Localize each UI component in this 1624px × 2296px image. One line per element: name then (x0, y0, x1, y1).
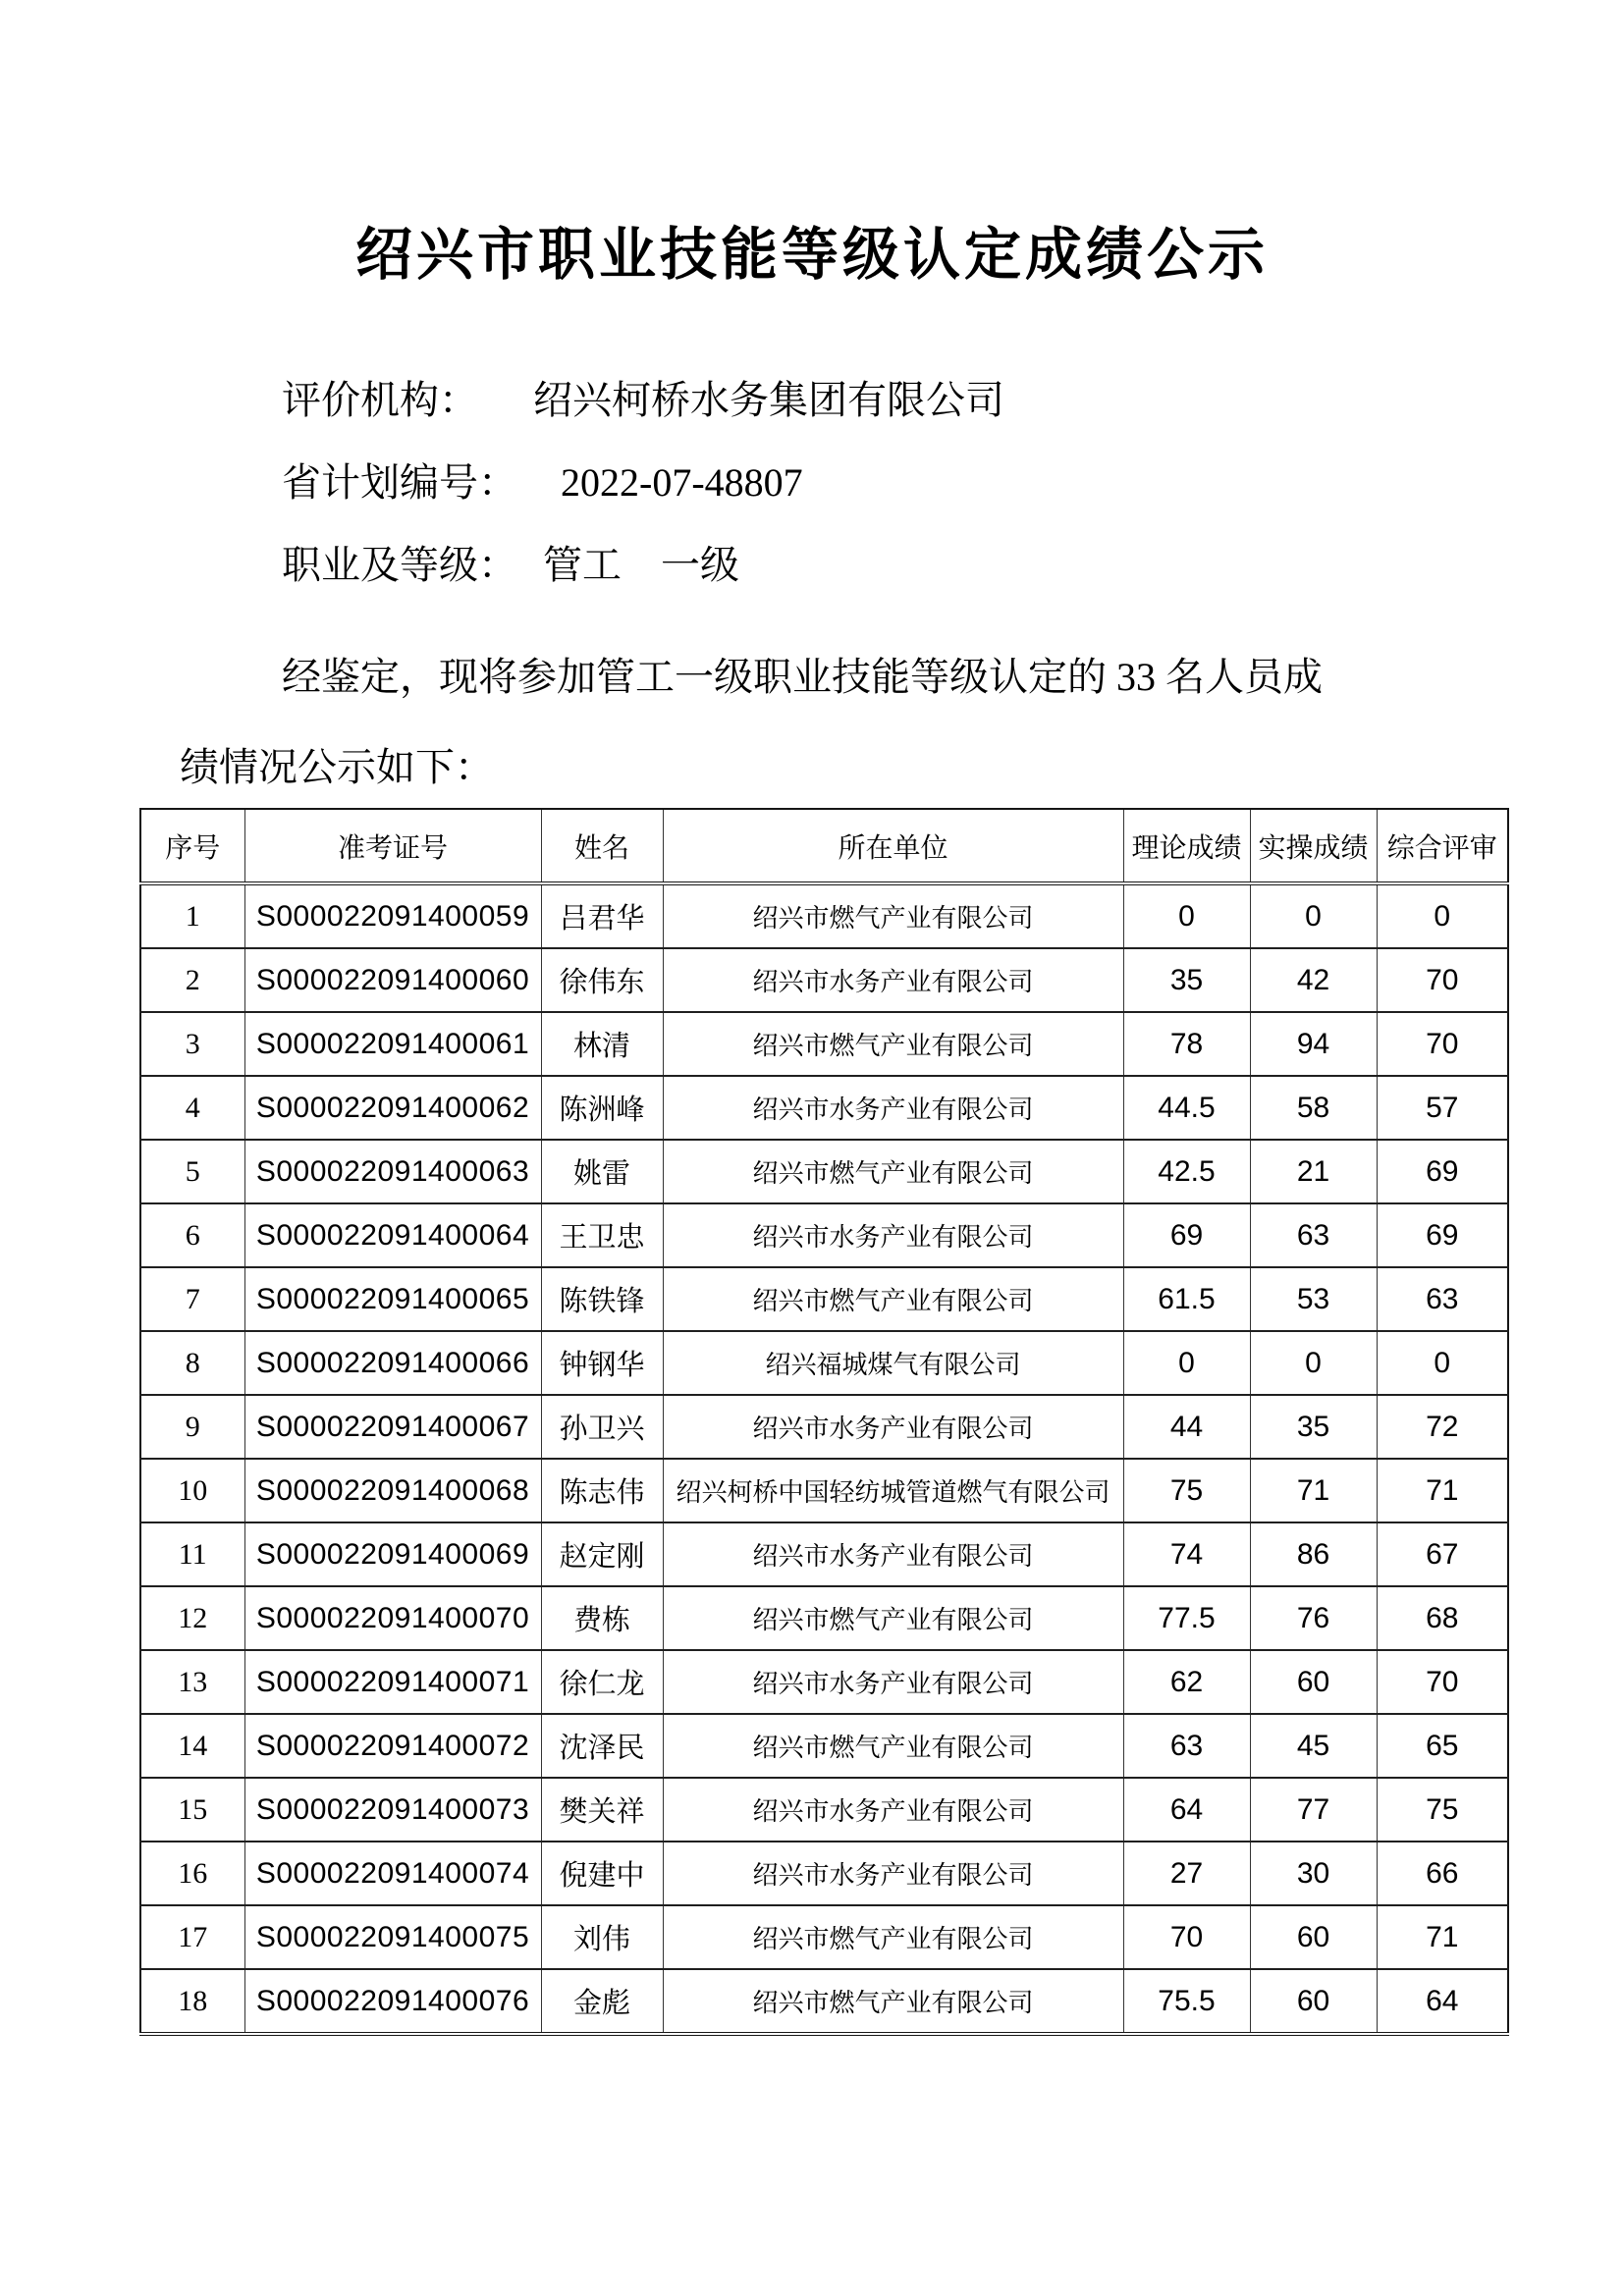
cell-review-score: 72 (1377, 1395, 1508, 1459)
cell-name: 徐伟东 (541, 948, 663, 1012)
cell-theory-score: 64 (1123, 1778, 1250, 1842)
cell-name: 倪建中 (541, 1842, 663, 1905)
cell-org: 绍兴市燃气产业有限公司 (663, 1905, 1123, 1969)
cell-name: 徐仁龙 (541, 1650, 663, 1714)
cell-exam-id: S000022091400070 (244, 1586, 541, 1650)
cell-review-score: 67 (1377, 1522, 1508, 1586)
cell-review-score: 75 (1377, 1778, 1508, 1842)
cell-org: 绍兴市燃气产业有限公司 (663, 1012, 1123, 1076)
cell-seq: 14 (140, 1714, 244, 1778)
cell-review-score: 69 (1377, 1203, 1508, 1267)
cell-name: 吕君华 (541, 883, 663, 948)
cell-review-score: 65 (1377, 1714, 1508, 1778)
cell-seq: 1 (140, 883, 244, 948)
cell-practice-score: 30 (1250, 1842, 1377, 1905)
cell-practice-score: 53 (1250, 1267, 1377, 1331)
cell-org: 绍兴市燃气产业有限公司 (663, 1267, 1123, 1331)
table-row (140, 1714, 1508, 1778)
cell-practice-score: 86 (1250, 1522, 1377, 1586)
cell-name: 金彪 (541, 1969, 663, 2034)
table-row (140, 1586, 1508, 1650)
cell-review-score: 0 (1377, 883, 1508, 948)
cell-exam-id: S000022091400062 (244, 1076, 541, 1140)
cell-review-score: 71 (1377, 1459, 1508, 1522)
cell-review-score: 70 (1377, 1012, 1508, 1076)
cell-org: 绍兴柯桥中国轻纺城管道燃气有限公司 (663, 1459, 1123, 1522)
cell-review-score: 70 (1377, 1650, 1508, 1714)
table-row (140, 1459, 1508, 1522)
cell-seq: 13 (140, 1650, 244, 1714)
cell-exam-id: S000022091400075 (244, 1905, 541, 1969)
table-row (140, 1842, 1508, 1905)
table-row (140, 1076, 1508, 1140)
page-title: 绍兴市职业技能等级认定成绩公示 (354, 223, 1269, 287)
col-header-org: 所在单位 (663, 809, 1123, 883)
cell-theory-score: 63 (1123, 1714, 1250, 1778)
cell-seq: 18 (140, 1969, 244, 2034)
cell-practice-score: 60 (1250, 1650, 1377, 1714)
cell-theory-score: 0 (1123, 883, 1250, 948)
cell-review-score: 63 (1377, 1267, 1508, 1331)
cell-review-score: 66 (1377, 1842, 1508, 1905)
cell-practice-score: 42 (1250, 948, 1377, 1012)
cell-seq: 9 (140, 1395, 244, 1459)
cell-seq: 3 (140, 1012, 244, 1076)
cell-seq: 17 (140, 1905, 244, 1969)
cell-practice-score: 71 (1250, 1459, 1377, 1522)
cell-practice-score: 35 (1250, 1395, 1377, 1459)
cell-org: 绍兴市水务产业有限公司 (663, 1842, 1123, 1905)
cell-seq: 2 (140, 948, 244, 1012)
cell-seq: 8 (140, 1331, 244, 1395)
cell-org: 绍兴市水务产业有限公司 (663, 1778, 1123, 1842)
table-row (140, 1203, 1508, 1267)
cell-practice-score: 60 (1250, 1905, 1377, 1969)
results-table-body (140, 883, 1508, 2034)
cell-theory-score: 78 (1123, 1012, 1250, 1076)
meta-line-agency (282, 359, 1004, 442)
cell-review-score: 70 (1377, 948, 1508, 1012)
results-table (139, 808, 1509, 2036)
cell-review-score: 68 (1377, 1586, 1508, 1650)
cell-review-score: 57 (1377, 1076, 1508, 1140)
cell-theory-score: 42.5 (1123, 1140, 1250, 1203)
cell-practice-score: 58 (1250, 1076, 1377, 1140)
plan-number-label: 省计划编号： (282, 460, 517, 505)
cell-exam-id: S000022091400061 (244, 1012, 541, 1076)
intro-line-1: 经鉴定，现将参加管工一级职业技能等级认定的 33 名人员成 (282, 655, 1323, 699)
cell-exam-id: S000022091400073 (244, 1778, 541, 1842)
cell-name: 林清 (541, 1012, 663, 1076)
cell-name: 陈洲峰 (541, 1076, 663, 1140)
cell-org: 绍兴福城煤气有限公司 (663, 1331, 1123, 1395)
cell-practice-score: 0 (1250, 883, 1377, 948)
table-row (140, 883, 1508, 948)
cell-name: 樊关祥 (541, 1778, 663, 1842)
cell-org: 绍兴市燃气产业有限公司 (663, 883, 1123, 948)
cell-exam-id: S000022091400060 (244, 948, 541, 1012)
cell-theory-score: 74 (1123, 1522, 1250, 1586)
table-row (140, 1905, 1508, 1969)
cell-org: 绍兴市水务产业有限公司 (663, 1395, 1123, 1459)
table-row (140, 1395, 1508, 1459)
col-header-name: 姓名 (541, 809, 663, 883)
cell-exam-id: S000022091400074 (244, 1842, 541, 1905)
cell-exam-id: S000022091400069 (244, 1522, 541, 1586)
cell-org: 绍兴市燃气产业有限公司 (663, 1586, 1123, 1650)
cell-practice-score: 63 (1250, 1203, 1377, 1267)
cell-org: 绍兴市燃气产业有限公司 (663, 1140, 1123, 1203)
cell-org: 绍兴市水务产业有限公司 (663, 1076, 1123, 1140)
meta-line-plan-number (282, 442, 1004, 524)
cell-theory-score: 61.5 (1123, 1267, 1250, 1331)
cell-practice-score: 0 (1250, 1331, 1377, 1395)
cell-name: 沈泽民 (541, 1714, 663, 1778)
table-row (140, 1650, 1508, 1714)
cell-seq: 5 (140, 1140, 244, 1203)
cell-name: 王卫忠 (541, 1203, 663, 1267)
cell-name: 赵定刚 (541, 1522, 663, 1586)
cell-practice-score: 77 (1250, 1778, 1377, 1842)
cell-exam-id: S000022091400076 (244, 1969, 541, 2034)
table-row (140, 1522, 1508, 1586)
cell-exam-id: S000022091400059 (244, 883, 541, 948)
cell-org: 绍兴市燃气产业有限公司 (663, 1714, 1123, 1778)
cell-org: 绍兴市水务产业有限公司 (663, 1203, 1123, 1267)
cell-theory-score: 75 (1123, 1459, 1250, 1522)
cell-theory-score: 44.5 (1123, 1076, 1250, 1140)
occupation-label: 职业及等级： (282, 543, 517, 587)
cell-theory-score: 35 (1123, 948, 1250, 1012)
cell-name: 孙卫兴 (541, 1395, 663, 1459)
cell-theory-score: 62 (1123, 1650, 1250, 1714)
occupation-value: 管工 一级 (543, 543, 739, 587)
col-header-theory-score: 理论成绩 (1123, 809, 1250, 883)
col-header-review-score: 综合评审 (1377, 809, 1508, 883)
cell-name: 姚雷 (541, 1140, 663, 1203)
table-row (140, 948, 1508, 1012)
intro-line-2: 绩情况公示如下： (180, 745, 494, 789)
col-header-seq: 序号 (140, 809, 244, 883)
cell-practice-score: 45 (1250, 1714, 1377, 1778)
cell-exam-id: S000022091400071 (244, 1650, 541, 1714)
table-row (140, 1331, 1508, 1395)
cell-seq: 11 (140, 1522, 244, 1586)
cell-review-score: 69 (1377, 1140, 1508, 1203)
cell-theory-score: 70 (1123, 1905, 1250, 1969)
cell-theory-score: 69 (1123, 1203, 1250, 1267)
cell-name: 陈铁锋 (541, 1267, 663, 1331)
col-header-practice-score: 实操成绩 (1250, 809, 1377, 883)
cell-name: 费栋 (541, 1586, 663, 1650)
cell-practice-score: 21 (1250, 1140, 1377, 1203)
cell-org: 绍兴市水务产业有限公司 (663, 1522, 1123, 1586)
cell-exam-id: S000022091400063 (244, 1140, 541, 1203)
cell-name: 陈志伟 (541, 1459, 663, 1522)
cell-practice-score: 94 (1250, 1012, 1377, 1076)
cell-name: 钟钢华 (541, 1331, 663, 1395)
cell-theory-score: 44 (1123, 1395, 1250, 1459)
table-row (140, 1778, 1508, 1842)
cell-seq: 6 (140, 1203, 244, 1267)
cell-theory-score: 75.5 (1123, 1969, 1250, 2034)
cell-org: 绍兴市燃气产业有限公司 (663, 1969, 1123, 2034)
cell-exam-id: S000022091400067 (244, 1395, 541, 1459)
cell-practice-score: 60 (1250, 1969, 1377, 2034)
cell-exam-id: S000022091400068 (244, 1459, 541, 1522)
cell-review-score: 64 (1377, 1969, 1508, 2034)
table-row (140, 1267, 1508, 1331)
plan-number-value: 2022-07-48807 (561, 460, 803, 505)
meta-line-occupation (282, 524, 1004, 607)
cell-exam-id: S000022091400066 (244, 1331, 541, 1395)
cell-exam-id: S000022091400064 (244, 1203, 541, 1267)
cell-theory-score: 77.5 (1123, 1586, 1250, 1650)
cell-seq: 15 (140, 1778, 244, 1842)
cell-practice-score: 76 (1250, 1586, 1377, 1650)
table-header-row (140, 809, 1508, 883)
cell-seq: 7 (140, 1267, 244, 1331)
table-row (140, 1140, 1508, 1203)
cell-review-score: 71 (1377, 1905, 1508, 1969)
cell-seq: 10 (140, 1459, 244, 1522)
cell-seq: 12 (140, 1586, 244, 1650)
cell-theory-score: 27 (1123, 1842, 1250, 1905)
table-row (140, 1969, 1508, 2034)
cell-name: 刘伟 (541, 1905, 663, 1969)
cell-org: 绍兴市水务产业有限公司 (663, 1650, 1123, 1714)
table-row (140, 1012, 1508, 1076)
cell-org: 绍兴市水务产业有限公司 (663, 948, 1123, 1012)
cell-seq: 16 (140, 1842, 244, 1905)
meta-block (282, 359, 1004, 607)
cell-seq: 4 (140, 1076, 244, 1140)
cell-theory-score: 0 (1123, 1331, 1250, 1395)
cell-exam-id: S000022091400065 (244, 1267, 541, 1331)
cell-exam-id: S000022091400072 (244, 1714, 541, 1778)
agency-value: 绍兴柯桥水务集团有限公司 (533, 378, 1004, 422)
cell-review-score: 0 (1377, 1331, 1508, 1395)
col-header-exam-id: 准考证号 (244, 809, 541, 883)
intro-paragraph (180, 632, 1495, 813)
agency-label: 评价机构： (282, 378, 478, 422)
